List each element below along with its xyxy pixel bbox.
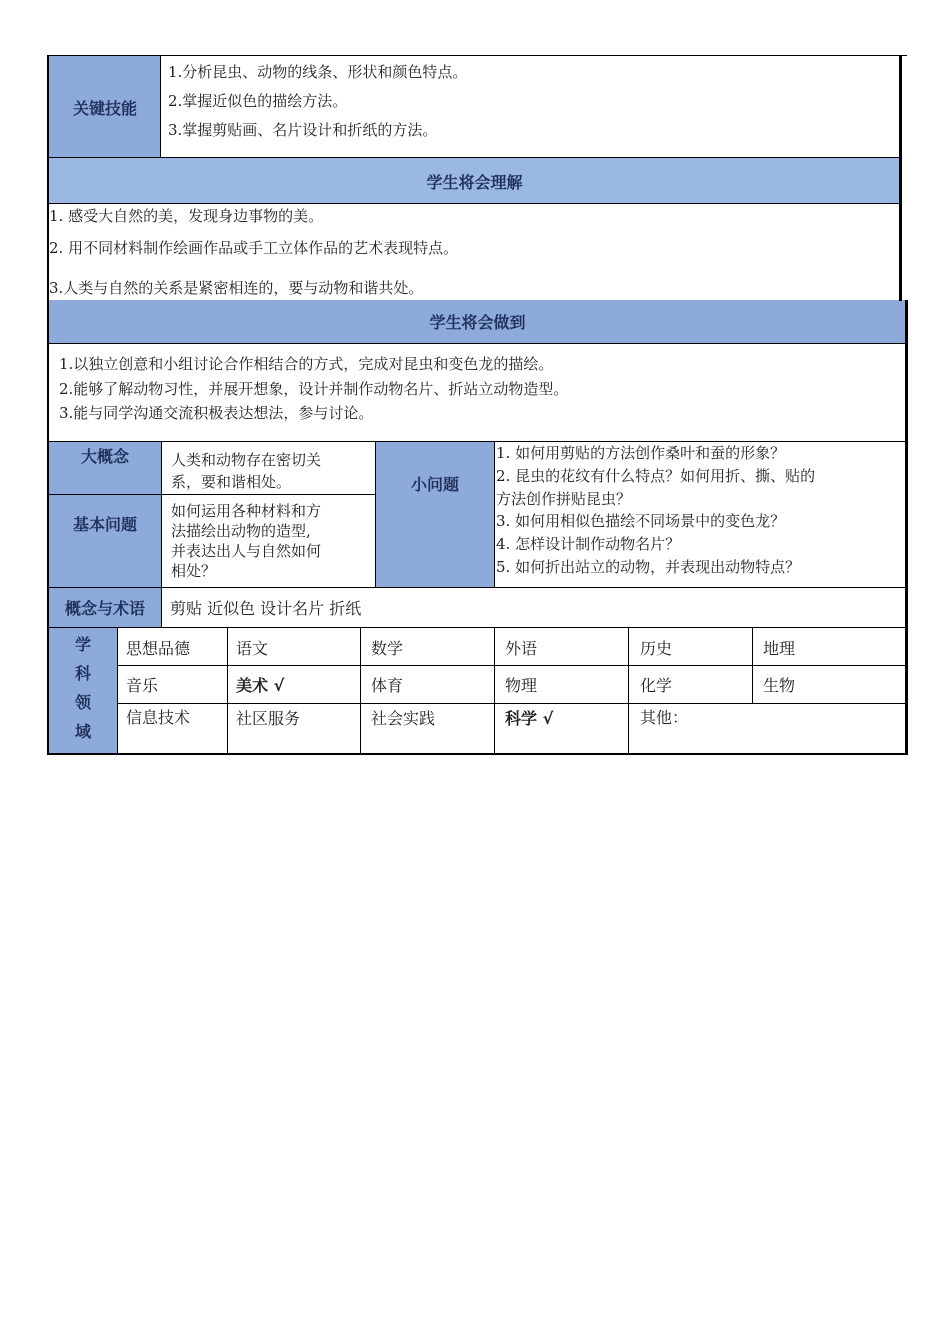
small-question-item: 3. 如何用相似色描绘不同场景中的变色龙？ xyxy=(496,512,786,530)
understand-item: 2. 用不同材料制作绘画作品或手工立体作品的艺术表现特点。 xyxy=(49,239,459,257)
subject-cell: 社会实践 xyxy=(371,709,436,728)
do-item: 3.能与同学沟通交流积极表达想法，参与讨论。 xyxy=(59,404,374,422)
understand-item: 3.人类与自然的关系是紧密相连的，要与动物和谐共处。 xyxy=(49,279,424,297)
subject-cell-checked: 美术 √ xyxy=(236,676,285,695)
subject-cell: 物理 xyxy=(505,676,538,695)
key-skills-label: 关键技能 xyxy=(49,56,161,158)
subjects-label: 学 科 领 域 xyxy=(49,628,117,753)
big-concept-text: 人类和动物存在密切关 系，要和谐相处。 xyxy=(171,451,322,491)
understand-item: 1. 感受大自然的美，发现身边事物的美。 xyxy=(49,207,324,225)
key-skills-list xyxy=(168,62,888,149)
subject-cell: 音乐 xyxy=(126,676,159,695)
understand-list xyxy=(49,206,899,306)
terms-text: 剪贴 近似色 设计名片 折纸 xyxy=(170,599,362,618)
key-skill-item: 3.掌握剪贴画、名片设计和折纸的方法。 xyxy=(168,121,438,139)
key-skill-item: 2.掌握近似色的描绘方法。 xyxy=(168,92,348,110)
subject-cell-checked: 科学 √ xyxy=(505,709,554,728)
subject-cell: 地理 xyxy=(763,639,796,658)
small-question-item: 方法创作拼贴昆虫？ xyxy=(496,490,632,508)
subject-cell: 体育 xyxy=(371,676,404,695)
small-question-item: 1. 如何用剪贴的方法创作桑叶和蚕的形象？ xyxy=(496,444,786,462)
terms-label: 概念与术语 xyxy=(49,587,161,628)
subject-cell: 数学 xyxy=(371,639,404,658)
subject-cell: 历史 xyxy=(640,639,673,658)
do-header: 学生将会做到 xyxy=(49,300,906,343)
subject-cell: 思想品德 xyxy=(126,639,191,658)
subject-cell: 信息技术 xyxy=(126,708,191,727)
key-skill-item: 1.分析昆虫、动物的线条、形状和颜色特点。 xyxy=(168,63,468,81)
do-list xyxy=(59,354,899,427)
subject-cell: 生物 xyxy=(763,676,796,695)
subject-cell: 社区服务 xyxy=(236,709,301,728)
small-question-item: 2. 昆虫的花纹有什么特点？如何用折、撕、贴的 xyxy=(496,467,816,485)
do-item: 2.能够了解动物习性，并展开想象，设计并制作动物名片、折站立动物造型。 xyxy=(59,380,569,398)
basic-question-label: 基本问题 xyxy=(49,494,161,587)
small-questions-label: 小问题 xyxy=(376,442,494,587)
subject-cell: 语文 xyxy=(236,639,269,658)
subject-cell: 外语 xyxy=(505,639,538,658)
subject-cell: 化学 xyxy=(640,676,673,695)
small-questions-list xyxy=(496,443,901,580)
understand-header: 学生将会理解 xyxy=(49,158,900,204)
small-question-item: 4. 怎样设计制作动物名片？ xyxy=(496,535,681,553)
subject-cell: 其他： xyxy=(640,708,689,727)
basic-question-text: 如何运用各种材料和方 法描绘出动物的造型, 并表达出人与自然如何 相处？ xyxy=(171,502,322,580)
small-question-item: 5. 如何折出站立的动物，并表现出动物特点？ xyxy=(496,558,801,576)
big-concept-label: 大概念 xyxy=(49,442,161,494)
do-item: 1.以独立创意和小组讨论合作相结合的方式，完成对昆虫和变色龙的描绘。 xyxy=(59,355,554,373)
